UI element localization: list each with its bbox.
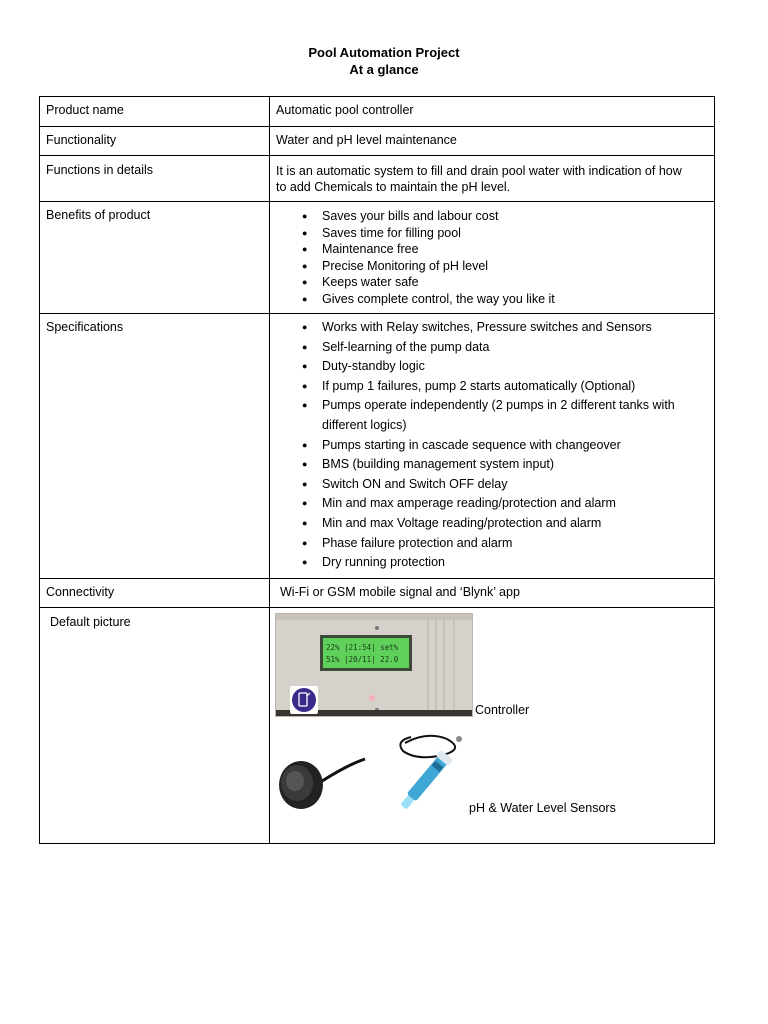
controller-caption: Controller	[475, 703, 530, 717]
spec-item: ● Pumps starting in cascade sequence with changeover	[276, 436, 708, 456]
controller-illustration	[276, 614, 473, 717]
benefit-item: ● Maintenance free	[276, 241, 708, 258]
spec-item: ● Min and max Voltage reading/protection and alarm	[276, 514, 708, 534]
sensors-photo-row	[275, 721, 714, 817]
label-functions-details: Functions in details	[40, 156, 270, 202]
spec-item	[276, 396, 708, 435]
spec-item: ● Duty-standby logic	[276, 357, 708, 377]
spec-item: ● Works with Relay switches, Pressure switches and Sensors	[276, 318, 708, 338]
spec-item: ● If pump 1 failures, pump 2 starts automatically (Optional)	[276, 377, 708, 397]
row-specifications	[40, 314, 715, 579]
benefit-item: ● Keeps water safe	[276, 274, 708, 291]
spec-item: ● BMS (building management system input)	[276, 455, 708, 475]
spec-item: ● Min and max amperage reading/protection and alarm	[276, 494, 708, 514]
title-line-1: Pool Automation Project	[308, 45, 460, 60]
spec-item: ● Phase failure protection and alarm	[276, 534, 708, 554]
label-product-name: Product name	[40, 97, 270, 127]
value-default-picture	[270, 608, 715, 844]
row-product-name	[40, 97, 715, 127]
sensors-image	[277, 725, 467, 817]
lcd-line-1: 22% |21:54| set%	[326, 643, 399, 652]
label-benefits: Benefits of product	[40, 202, 270, 314]
benefit-item: ● Precise Monitoring of pH level	[276, 258, 708, 275]
row-functionality	[40, 127, 715, 156]
benefit-item: ● Saves time for filling pool	[276, 225, 708, 242]
controller-image	[275, 613, 473, 717]
spec-item: ● Switch ON and Switch OFF delay	[276, 475, 708, 495]
value-specifications	[270, 314, 715, 579]
row-default-picture	[40, 608, 715, 844]
label-connectivity: Connectivity	[40, 579, 270, 608]
title-line-2: At a glance	[349, 62, 419, 77]
value-functions-details	[270, 156, 715, 202]
value-benefits	[270, 202, 715, 314]
label-default-picture: Default picture	[40, 608, 270, 844]
functions-details-line-1: It is an automatic system to fill and drain pool water with indication of how	[276, 164, 682, 178]
row-functions-details	[40, 156, 715, 202]
value-functionality: Water and pH level maintenance	[270, 127, 715, 156]
value-connectivity: Wi-Fi or GSM mobile signal and ‘Blynk’ app	[270, 579, 715, 608]
spec-item: ● Dry running protection	[276, 553, 708, 573]
value-product-name: Automatic pool controller	[270, 97, 715, 127]
label-specifications: Specifications	[40, 314, 270, 579]
benefits-list	[276, 208, 708, 307]
document-title	[0, 44, 768, 78]
benefit-item: ● Gives complete control, the way you like it	[276, 291, 708, 308]
product-overview-table	[39, 96, 715, 844]
phone-app-icon	[292, 688, 316, 712]
specifications-list	[276, 318, 708, 573]
spec-item: ● Self-learning of the pump data	[276, 338, 708, 358]
controller-photo-row	[275, 613, 714, 717]
row-connectivity	[40, 579, 715, 608]
spec-item-line-1: Pumps operate independently (2 pumps in 2 different tanks with	[322, 398, 675, 413]
row-benefits	[40, 202, 715, 314]
spec-item-line-2: different logics)	[322, 417, 407, 432]
label-functionality: Functionality	[40, 127, 270, 156]
sensors-caption: pH & Water Level Sensors	[469, 801, 616, 815]
functions-details-line-2: to add Chemicals to maintain the pH level.	[276, 180, 511, 194]
benefit-item: ● Saves your bills and labour cost	[276, 208, 708, 225]
lcd-line-2: 51% |20/11| 22.0	[326, 655, 399, 664]
